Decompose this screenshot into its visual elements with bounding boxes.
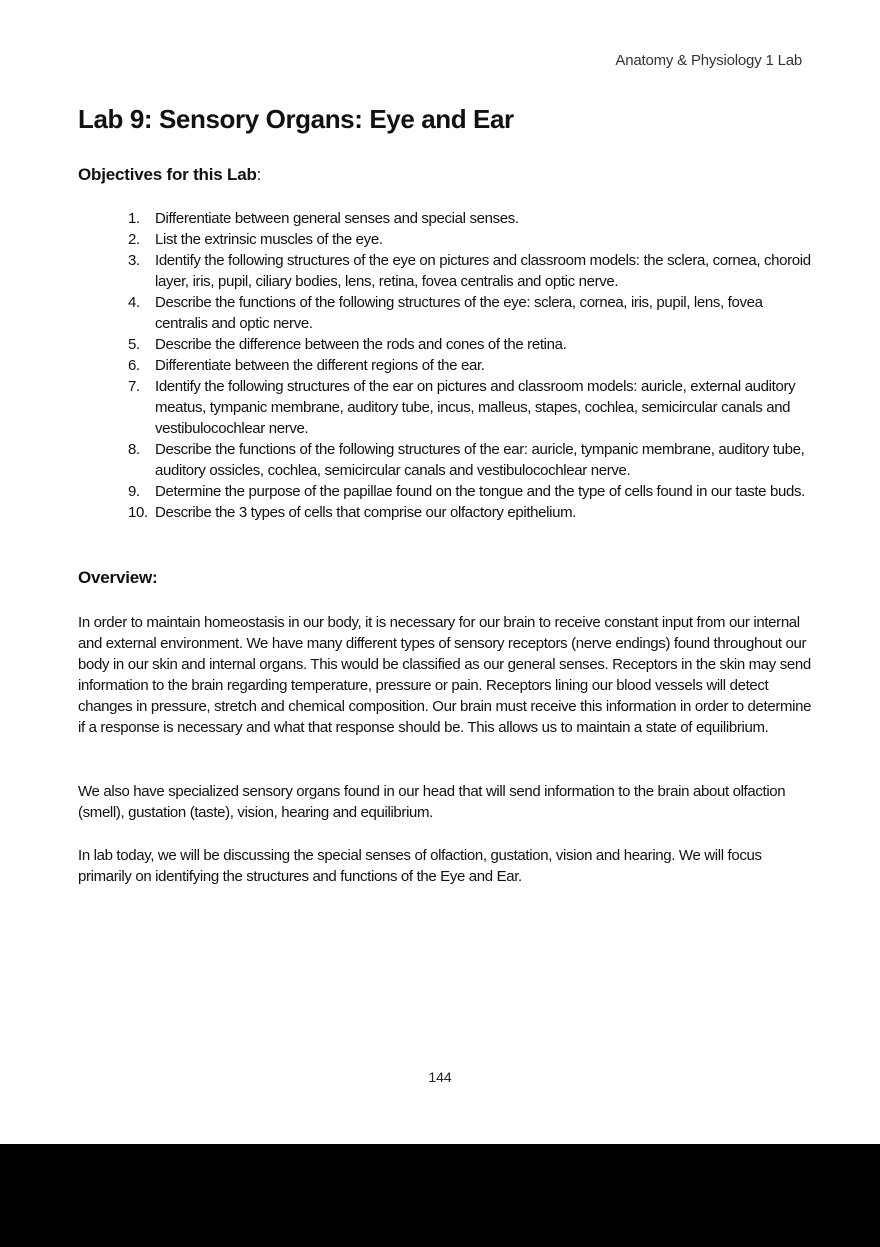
objective-item <box>78 376 818 439</box>
objective-item <box>78 292 818 334</box>
overview-paragraph-1: In order to maintain homeostasis in our body, it is necessary for our brain to receive constant input from our internal and external environment. We have many different types of sensory receptors (nerve endings) found throughout our body in our skin and internal organs. This would be classified as our general senses. Receptors in the skin may send information to the brain regarding temperature, pressure or pain. Receptors lining our blood vessels will detect changes in pressure, stretch and chemical composition. Our brain must receive this information in order to determine if a response is necessary and what that response should be. This allows us to maintain a state of equilibrium. <box>78 614 812 736</box>
objective-number: 9. <box>128 483 140 500</box>
overview-heading: Overview: <box>78 568 158 587</box>
objectives-heading <box>78 165 261 185</box>
objectives-list <box>78 208 818 523</box>
objective-number: 3. <box>128 252 140 269</box>
objective-item <box>78 229 818 250</box>
page-number: 144 <box>428 1069 452 1085</box>
overview-paragraph-3: In lab today, we will be discussing the special senses of olfaction, gustation, vision and hearing. We will focus primarily on identifying the structures and functions of the Eye and Ear. <box>78 847 762 885</box>
objective-number: 8. <box>128 441 140 458</box>
objectives-heading-colon: : <box>256 165 262 184</box>
objective-item <box>78 502 818 523</box>
objective-item <box>78 334 818 355</box>
objective-number: 2. <box>128 231 140 248</box>
page-title: Lab 9: Sensory Organs: Eye and Ear <box>78 104 514 134</box>
overview-paragraph-2: We also have specialized sensory organs found in our head that will send information to the brain about olfaction (smell), gustation (taste), vision, hearing and equilibrium. <box>78 783 786 821</box>
objective-number: 7. <box>128 378 140 395</box>
running-header: Anatomy & Physiology 1 Lab <box>615 52 802 69</box>
viewer-bottom-margin <box>0 1144 880 1247</box>
objective-item <box>78 439 818 481</box>
objective-text: Differentiate between the different regions of the ear. <box>155 357 485 374</box>
objective-number: 4. <box>128 294 140 311</box>
objective-item <box>78 481 818 502</box>
objective-text: Describe the functions of the following structures of the eye: sclera, cornea, iris, pupil, lens, fovea centralis and optic nerve. <box>155 294 763 332</box>
objective-text: Describe the difference between the rods and cones of the retina. <box>155 336 567 353</box>
objective-number: 6. <box>128 357 140 374</box>
objective-number: 10. <box>128 504 148 521</box>
objective-text: List the extrinsic muscles of the eye. <box>155 231 383 248</box>
objective-text: Differentiate between general senses and special senses. <box>155 210 519 227</box>
objective-text: Describe the 3 types of cells that comprise our olfactory epithelium. <box>155 504 577 521</box>
objective-item <box>78 208 818 229</box>
objective-text: Identify the following structures of the ear on pictures and classroom models: auricle, external auditory meatus, tympanic membrane, auditory tube, incus, malleus, stapes, cochlea, semicircular canals and vestibulocochlear nerve. <box>155 378 796 437</box>
objective-text: Identify the following structures of the eye on pictures and classroom models: the sclera, cornea, choroid layer, iris, pupil, ciliary bodies, lens, retina, fovea centralis and optic nerve. <box>155 252 811 290</box>
objective-number: 5. <box>128 336 140 353</box>
objective-text: Describe the functions of the following structures of the ear: auricle, tympanic membrane, auditory tube, auditory ossicles, cochlea, semicircular canals and vestibulocochlear nerve. <box>155 441 805 479</box>
objective-item <box>78 250 818 292</box>
objective-item <box>78 355 818 376</box>
objective-text: Determine the purpose of the papillae found on the tongue and the type of cells found in our taste buds. <box>155 483 805 500</box>
objective-number: 1. <box>128 210 140 227</box>
objectives-heading-text: Objectives for this Lab <box>78 165 257 184</box>
